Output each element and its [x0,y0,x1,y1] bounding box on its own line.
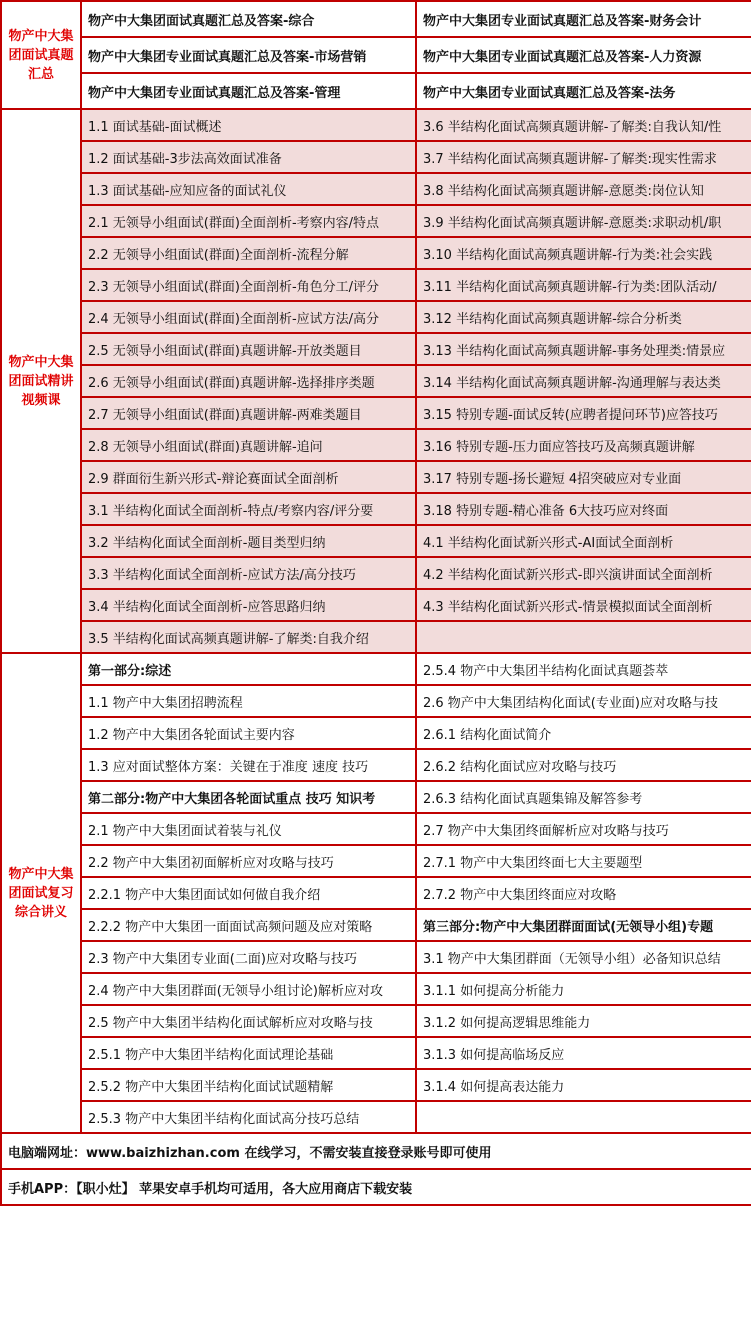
table-cell[interactable]: 3.17 特别专题-扬长避短 4招突破应对专业面 [416,461,751,493]
table-cell[interactable]: 2.1 物产中大集团面试着装与礼仪 [81,813,416,845]
table-cell[interactable]: 3.3 半结构化面试全面剖析-应试方法/高分技巧 [81,557,416,589]
table-cell[interactable]: 3.1 半结构化面试全面剖析-特点/考察内容/评分要 [81,493,416,525]
table-cell[interactable]: 3.1.4 如何提高表达能力 [416,1069,751,1101]
table-cell[interactable]: 2.1 无领导小组面试(群面)全面剖析-考察内容/特点 [81,205,416,237]
table-cell[interactable]: 物产中大集团面试真题汇总及答案-综合 [81,1,416,37]
footer-app: 手机APP：【职小灶】 苹果安卓手机均可适用，各大应用商店下载安装 [1,1169,751,1205]
table-cell[interactable]: 2.7 无领导小组面试(群面)真题讲解-两难类题目 [81,397,416,429]
table-cell[interactable]: 4.2 半结构化面试新兴形式-即兴演讲面试全面剖析 [416,557,751,589]
table-cell[interactable]: 1.3 面试基础-应知应备的面试礼仪 [81,173,416,205]
table-cell[interactable]: 2.5.4 物产中大集团半结构化面试真题荟萃 [416,653,751,685]
table-cell[interactable]: 3.1.2 如何提高逻辑思维能力 [416,1005,751,1037]
table-cell[interactable]: 2.7 物产中大集团终面解析应对攻略与技巧 [416,813,751,845]
table-row [1,237,751,269]
table-row [1,73,751,109]
table-cell[interactable]: 3.15 特别专题-面试反转(应聘者提问环节)应答技巧 [416,397,751,429]
table-cell[interactable]: 4.1 半结构化面试新兴形式-AI面试全面剖析 [416,525,751,557]
table-cell[interactable]: 1.2 物产中大集团各轮面试主要内容 [81,717,416,749]
table-cell[interactable]: 第一部分:综述 [81,653,416,685]
table-row [1,781,751,813]
table-cell[interactable]: 2.6.3 结构化面试真题集锦及解答参考 [416,781,751,813]
table-cell[interactable]: 2.5 物产中大集团半结构化面试解析应对攻略与技 [81,1005,416,1037]
table-cell[interactable]: 3.2 半结构化面试全面剖析-题目类型归纳 [81,525,416,557]
table-row [1,173,751,205]
table-row [1,877,751,909]
table-cell[interactable]: 2.6 无领导小组面试(群面)真题讲解-选择排序类题 [81,365,416,397]
table-cell[interactable]: 物产中大集团专业面试真题汇总及答案-人力资源 [416,37,751,73]
table-row [1,461,751,493]
table-row [1,493,751,525]
section-title: 物产中大集团面试精讲视频课 [1,109,81,653]
table-cell[interactable] [416,1101,751,1133]
section-title: 物产中大集团面试复习综合讲义 [1,653,81,1133]
table-row [1,301,751,333]
table-cell[interactable]: 3.1.1 如何提高分析能力 [416,973,751,1005]
table-row [1,973,751,1005]
table-row [1,1069,751,1101]
table-row [1,589,751,621]
table-cell[interactable]: 3.9 半结构化面试高频真题讲解-意愿类:求职动机/职 [416,205,751,237]
table-row [1,557,751,589]
table-cell[interactable]: 第三部分:物产中大集团群面面试(无领导小组)专题 [416,909,751,941]
table-row [1,365,751,397]
table-cell[interactable]: 3.7 半结构化面试高频真题讲解-了解类:现实性需求 [416,141,751,173]
table-row [1,333,751,365]
table-row [1,1,751,37]
table-row [1,1101,751,1133]
table-cell[interactable]: 2.2 物产中大集团初面解析应对攻略与技巧 [81,845,416,877]
table-cell[interactable]: 2.6.1 结构化面试简介 [416,717,751,749]
table-cell[interactable]: 3.12 半结构化面试高频真题讲解-综合分析类 [416,301,751,333]
table-cell[interactable]: 2.9 群面衍生新兴形式-辩论赛面试全面剖析 [81,461,416,493]
table-row [1,749,751,781]
table-row [1,717,751,749]
table-cell[interactable]: 3.10 半结构化面试高频真题讲解-行为类:社会实践 [416,237,751,269]
table-cell[interactable]: 1.2 面试基础-3步法高效面试准备 [81,141,416,173]
table-cell[interactable]: 2.6 物产中大集团结构化面试(专业面)应对攻略与技 [416,685,751,717]
table-cell[interactable]: 2.7.1 物产中大集团终面七大主要题型 [416,845,751,877]
table-cell[interactable]: 2.2 无领导小组面试(群面)全面剖析-流程分解 [81,237,416,269]
table-cell[interactable]: 物产中大集团专业面试真题汇总及答案-财务会计 [416,1,751,37]
table-cell[interactable]: 2.2.2 物产中大集团一面面试高频问题及应对策略 [81,909,416,941]
table-row [1,1037,751,1069]
table-cell[interactable]: 2.8 无领导小组面试(群面)真题讲解-追问 [81,429,416,461]
table-cell[interactable]: 第二部分:物产中大集团各轮面试重点 技巧 知识考 [81,781,416,813]
table-cell[interactable]: 3.6 半结构化面试高频真题讲解-了解类:自我认知/性 [416,109,751,141]
footer-website: 电脑端网址：www.baizhizhan.com 在线学习，不需安装直接登录账号即可使用 [1,1133,751,1169]
table-cell[interactable]: 3.13 半结构化面试高频真题讲解-事务处理类:情景应 [416,333,751,365]
section-title: 物产中大集团面试真题汇总 [1,1,81,109]
table-cell[interactable]: 3.4 半结构化面试全面剖析-应答思路归纳 [81,589,416,621]
table-cell[interactable]: 3.1.3 如何提高临场反应 [416,1037,751,1069]
table-row [1,621,751,653]
table-cell[interactable]: 物产中大集团专业面试真题汇总及答案-市场营销 [81,37,416,73]
table-cell[interactable]: 1.1 面试基础-面试概述 [81,109,416,141]
table-row [1,1005,751,1037]
table-cell[interactable]: 物产中大集团专业面试真题汇总及答案-法务 [416,73,751,109]
table-cell[interactable]: 3.8 半结构化面试高频真题讲解-意愿类:岗位认知 [416,173,751,205]
table-cell[interactable]: 物产中大集团专业面试真题汇总及答案-管理 [81,73,416,109]
footer-row [1,1169,751,1205]
table-cell[interactable]: 2.4 无领导小组面试(群面)全面剖析-应试方法/高分 [81,301,416,333]
table-row [1,397,751,429]
table-cell[interactable]: 4.3 半结构化面试新兴形式-情景模拟面试全面剖析 [416,589,751,621]
table-cell[interactable]: 2.5.2 物产中大集团半结构化面试试题精解 [81,1069,416,1101]
table-cell[interactable]: 3.5 半结构化面试高频真题讲解-了解类:自我介绍 [81,621,416,653]
table-cell[interactable]: 3.16 特别专题-压力面应答技巧及高频真题讲解 [416,429,751,461]
table-row [1,141,751,173]
table-row [1,429,751,461]
table-row [1,37,751,73]
table-row [1,205,751,237]
table-cell[interactable]: 3.14 半结构化面试高频真题讲解-沟通理解与表达类 [416,365,751,397]
table-row [1,813,751,845]
table-cell[interactable] [416,621,751,653]
table-row [1,269,751,301]
table-row [1,685,751,717]
table-cell[interactable]: 1.1 物产中大集团招聘流程 [81,685,416,717]
table-row [1,109,751,141]
table-cell[interactable]: 2.3 物产中大集团专业面(二面)应对攻略与技巧 [81,941,416,973]
table-row [1,845,751,877]
table-row [1,909,751,941]
table-row [1,525,751,557]
table-cell[interactable]: 2.5.3 物产中大集团半结构化面试高分技巧总结 [81,1101,416,1133]
table-cell[interactable]: 2.2.1 物产中大集团面试如何做自我介绍 [81,877,416,909]
table-cell[interactable]: 2.6.2 结构化面试应对攻略与技巧 [416,749,751,781]
table-cell[interactable]: 1.3 应对面试整体方案：关键在于准度 速度 技巧 [81,749,416,781]
table-cell[interactable]: 2.5.1 物产中大集团半结构化面试理论基础 [81,1037,416,1069]
table-row [1,653,751,685]
table-row [1,941,751,973]
table-cell[interactable]: 2.3 无领导小组面试(群面)全面剖析-角色分工/评分 [81,269,416,301]
table-cell[interactable]: 2.5 无领导小组面试(群面)真题讲解-开放类题目 [81,333,416,365]
table-cell[interactable]: 3.11 半结构化面试高频真题讲解-行为类:团队活动/ [416,269,751,301]
table-cell[interactable]: 3.18 特别专题-精心准备 6大技巧应对终面 [416,493,751,525]
table-cell[interactable]: 2.7.2 物产中大集团终面应对攻略 [416,877,751,909]
table-cell[interactable]: 3.1 物产中大集团群面（无领导小组）必备知识总结 [416,941,751,973]
table-cell[interactable]: 2.4 物产中大集团群面(无领导小组讨论)解析应对攻 [81,973,416,1005]
footer-row [1,1133,751,1169]
